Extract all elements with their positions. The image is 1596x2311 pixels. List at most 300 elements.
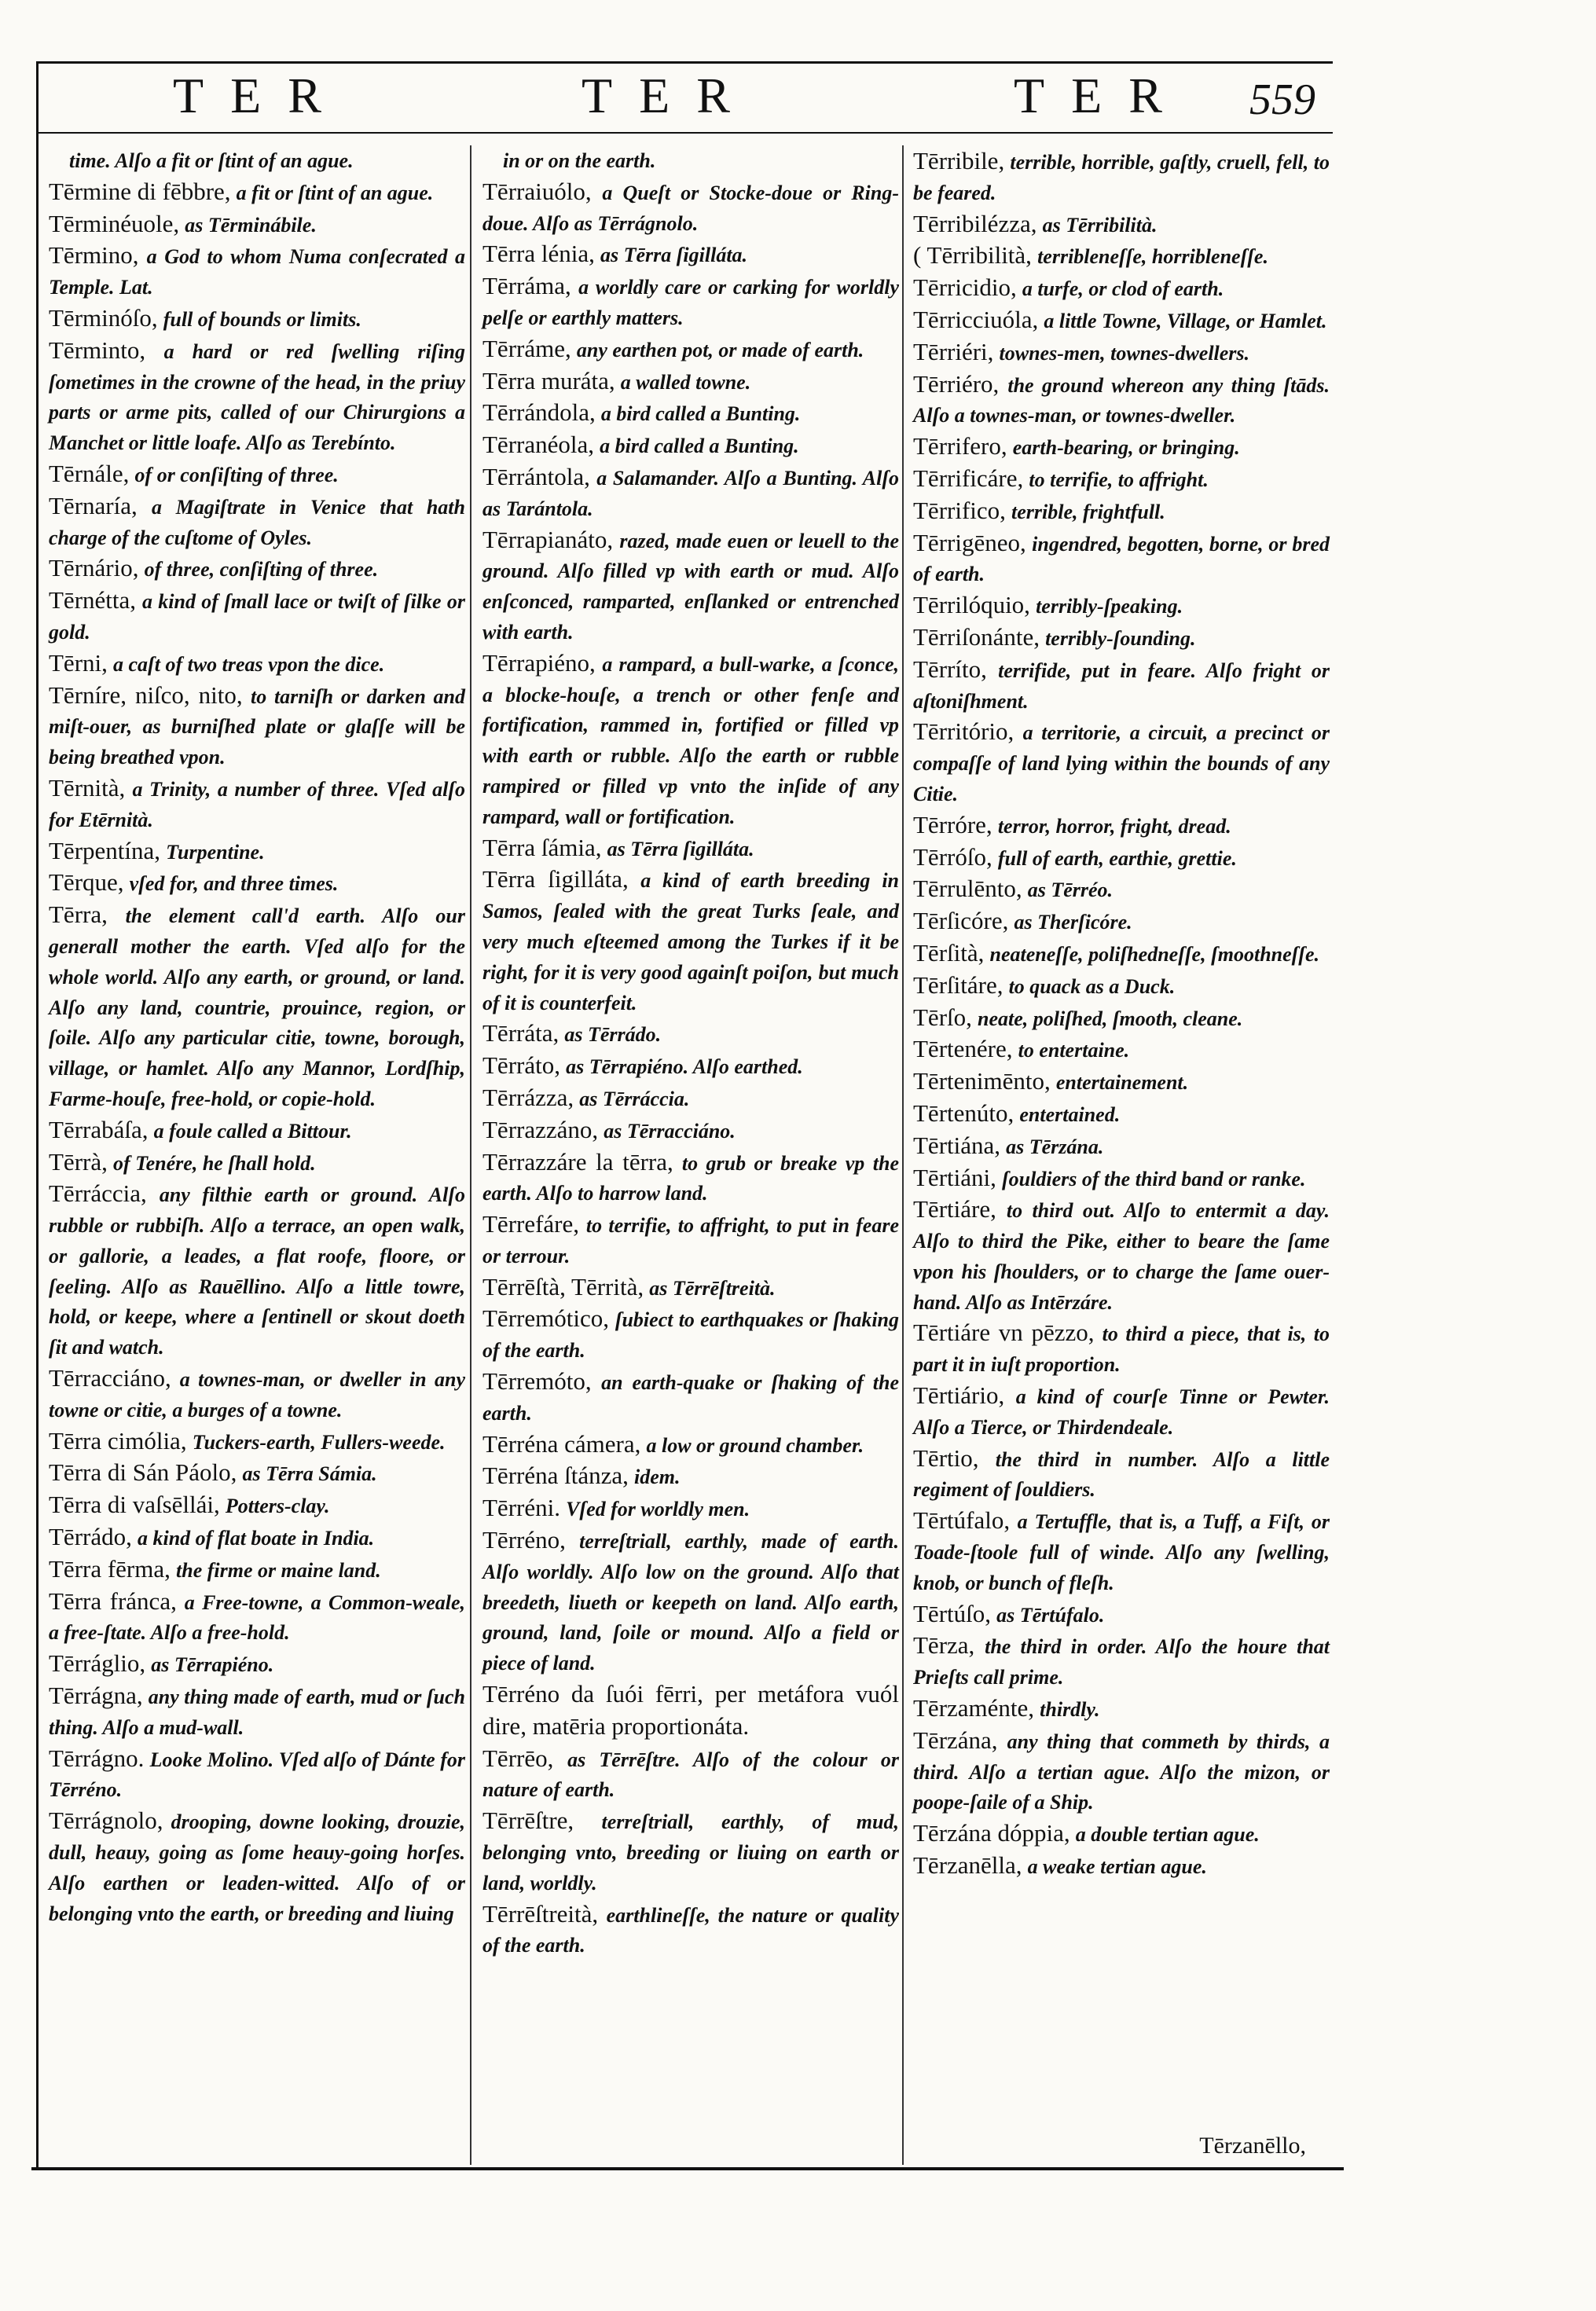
dictionary-entry: [49, 146, 465, 177]
column-divider-1: [470, 145, 471, 2165]
dictionary-entry: [913, 209, 1330, 241]
dictionary-entry: [913, 842, 1330, 875]
definition: a Trinity, a number of three. Vſed alſo for Etērnità.: [49, 777, 465, 831]
definition: a kind of earth breeding in Samos, ſealed with the great Turks ſeale, and very much eſteemed among the Turkes if it be right, for it is very good againſt poiſon, but much of it is counterfeit.: [482, 869, 900, 1014]
definition: Vſed for worldly men.: [566, 1498, 750, 1521]
dictionary-entry: [49, 459, 465, 491]
definition: razed, made euen or leuell to the ground. Alſo filled vp with earth or mud. Alſo enſconced, ramparted, enſlanked or entrenched with earth.: [482, 529, 899, 644]
dictionary-entry: [913, 1851, 1330, 1883]
definition: as Tērrádo.: [564, 1023, 662, 1047]
headword: Tērráma,: [482, 272, 571, 300]
headword: Tērque,: [49, 868, 124, 897]
dictionary-entry: [913, 1599, 1330, 1631]
dictionary-entry: [482, 1304, 899, 1366]
definition: a kind of courſe Tinne or Pewter. Alſo a Tierce, or Thirdendeale.: [913, 1385, 1330, 1439]
headword: Tērtenére,: [913, 1035, 1013, 1063]
dictionary-entry: [913, 1381, 1330, 1443]
definition: as Tērráccia.: [579, 1087, 690, 1110]
headword: Tērſicóre,: [913, 907, 1009, 935]
headword: Tērriéri,: [913, 337, 994, 365]
headword: Tērribile,: [913, 147, 1005, 174]
headword: Tērníre, niſco, nito,: [49, 680, 243, 709]
dictionary-entry: [49, 1147, 465, 1179]
headword: Tērrapianáto,: [482, 525, 614, 553]
dictionary-entry: [49, 491, 465, 554]
headword: Tērriſonánte,: [913, 622, 1040, 651]
headword: Tērtenimēnto,: [913, 1067, 1051, 1095]
dictionary-entry: [482, 366, 899, 398]
running-head-right: TER: [1014, 68, 1189, 123]
headword: Tērminóſo,: [49, 303, 158, 332]
definition: the third in order. Alſo the houre that Prieſts call prime.: [913, 1635, 1330, 1689]
dictionary-entry: [482, 1679, 899, 1744]
headword: Tērrēo,: [482, 1744, 554, 1772]
definition: in or on the earth.: [503, 149, 656, 172]
definition: a low or ground chamber.: [646, 1433, 864, 1457]
definition: terribly-ſounding.: [1045, 626, 1196, 650]
dictionary-entry: [913, 1818, 1330, 1851]
dictionary-entry: [913, 970, 1330, 1003]
headword: Tērrapiéno,: [482, 648, 596, 677]
column-2: [482, 146, 899, 1961]
definition: a Tertuffle, that is, a Tuff, a Fiſt, or Toade-ſtoole full of winde. Alſo any ſwelling, knob, or bunch of fleſh.: [913, 1510, 1330, 1594]
dictionary-entry: [49, 303, 465, 336]
headword: Tērráglio,: [49, 1649, 146, 1678]
headword: Tērminto,: [49, 336, 146, 364]
dictionary-entry: [913, 1034, 1330, 1066]
definition: a little Towne, Village, or Hamlet.: [1044, 309, 1327, 332]
headword: Tērni,: [49, 648, 108, 677]
headword: Tērra fērma,: [49, 1554, 171, 1583]
headword: Tērráta,: [482, 1019, 560, 1047]
definition: entertained.: [1019, 1102, 1121, 1126]
headword: Tērra di Sán Páolo,: [49, 1458, 237, 1487]
definition: as Tērréo.: [1027, 879, 1114, 902]
headword: Tērra lénia,: [482, 240, 595, 268]
definition: as Tērrapiéno.: [151, 1653, 274, 1677]
catchword: Tērzanēllo,: [1199, 2133, 1306, 2159]
definition: Potters-clay.: [225, 1495, 330, 1518]
headword: Tērremóto,: [482, 1367, 592, 1396]
dictionary-entry: [913, 464, 1330, 496]
definition: ingendred, begotten, borne, or bred of earth.: [913, 532, 1330, 586]
definition: a fit or ſtint of an ague.: [236, 181, 434, 204]
headword: Tērrázza,: [482, 1083, 574, 1111]
definition: the ground whereon any thing ſtāds. Alſo a townes-man, or townes-dweller.: [913, 373, 1330, 427]
definition: as Tērzána.: [1006, 1135, 1104, 1158]
headword: Tērra di vaſsēllái,: [49, 1491, 220, 1519]
dictionary-entry: [482, 864, 899, 1018]
headword: Tērza,: [913, 1631, 975, 1660]
headword: Tērróre,: [913, 810, 992, 838]
dictionary-entry: [913, 590, 1330, 622]
headword: Tērnále,: [49, 459, 130, 487]
definition: a double tertian ague.: [1075, 1823, 1260, 1847]
headword: Tērrágno.: [49, 1744, 145, 1772]
dictionary-entry: [49, 1458, 465, 1490]
headword: Tērrilóquio,: [913, 591, 1030, 619]
definition: as Tērra Sámia.: [242, 1462, 377, 1486]
definition: townes-men, townes-dwellers.: [999, 341, 1250, 365]
dictionary-entry: [913, 1099, 1330, 1131]
definition: idem.: [634, 1465, 681, 1489]
definition: a caſt of two treas vpon the dice.: [113, 652, 385, 676]
dictionary-entry: [49, 209, 465, 241]
definition: a territorie, a circuit, a precinct or compaſſe of land lying within the bounds of any Citie.: [913, 721, 1330, 805]
dictionary-entry: [482, 1525, 899, 1679]
definition: a God to whom Numa conſecrated a Temple. Lat.: [49, 245, 466, 299]
headword: Tērrazzáno,: [482, 1115, 599, 1143]
definition: of three, conſiſting of three.: [144, 558, 379, 581]
headword: Tērritório,: [913, 717, 1014, 746]
page-number: 559: [1249, 75, 1315, 124]
headword: Tērtio,: [913, 1443, 979, 1472]
dictionary-entry: [913, 146, 1330, 209]
definition: a Queſt or Stocke-doue or Ring-doue. Alſo as Tērrágnolo.: [482, 181, 900, 235]
dictionary-entry: [482, 398, 899, 430]
dictionary-entry: [913, 369, 1330, 432]
dictionary-entry: [49, 868, 465, 900]
headword: Tērmine di fēbbre,: [49, 177, 231, 205]
running-head-center: TER: [582, 68, 757, 123]
headword: Tērrágna,: [49, 1682, 143, 1710]
headword: Tērra fránca,: [49, 1587, 177, 1615]
definition: a walled towne.: [620, 370, 751, 394]
headword: Tērtúfalo,: [913, 1506, 1011, 1535]
headword: Tērtúſo,: [913, 1599, 991, 1627]
headword: Tērſità,: [913, 938, 985, 967]
dictionary-entry: [482, 833, 899, 865]
dictionary-entry: [482, 146, 899, 177]
headword: Tērrántola,: [482, 462, 590, 490]
running-head-left: TER: [173, 68, 348, 123]
headword: Tērſitáre,: [913, 970, 1003, 999]
headword: Tērrà,: [49, 1147, 108, 1176]
definition: vſed for, and three times.: [129, 872, 339, 896]
definition: terrifide, put in feare. Alſo fright or aſtoniſhment.: [913, 658, 1330, 713]
dictionary-entry: [482, 430, 899, 462]
catchword-wrap: [913, 2131, 1330, 2162]
dictionary-entry: [913, 273, 1330, 305]
dictionary-entry: [913, 528, 1330, 591]
dictionary-entry: [913, 1131, 1330, 1163]
headword: Tērminéuole,: [49, 209, 180, 237]
headword: Tērrádo,: [49, 1523, 132, 1551]
definition: to grub or breake vp the earth. Alſo to harrow land.: [482, 1151, 899, 1205]
definition: the third in number. Alſo a little regiment of ſouldiers.: [913, 1447, 1330, 1502]
headword: Tērnità,: [49, 773, 126, 802]
dictionary-entry: [482, 334, 899, 366]
headword: Tērzána dóppia,: [913, 1819, 1070, 1847]
headword: Tērréno,: [482, 1526, 566, 1554]
definition: a kind of flat boate in India.: [137, 1527, 375, 1550]
definition: a foule called a Bittour.: [153, 1119, 352, 1143]
dictionary-entry: [49, 240, 465, 303]
definition: to third a piece, that is, to part it in iuſt proportion.: [913, 1322, 1330, 1377]
dictionary-entry: [482, 239, 899, 271]
headword: Tērricidio,: [913, 273, 1017, 302]
dictionary-entry: [482, 1083, 899, 1115]
dictionary-entry: [49, 773, 465, 836]
headword: Tērráto,: [482, 1051, 560, 1080]
dictionary-entry: [49, 648, 465, 680]
dictionary-entry: [49, 1681, 465, 1744]
dictionary-entry: [49, 1363, 465, 1426]
definition: neateneſſe, poliſhedneſſe, ſmoothneſſe.: [989, 942, 1320, 966]
dictionary-entry: [49, 177, 465, 209]
definition: entertainement.: [1055, 1071, 1189, 1095]
definition: any filthie earth or ground. Alſo rubble or rubbiſh. Alſo a terrace, an open walk, or gallorie, a leades, a flat roofe, floore, or ſeeling. Alſo as Rauēllino. Alſo a little towre, hold, or keepe, where a ſentinell or skout doeth ſit and watch.: [49, 1183, 465, 1359]
definition: any earthen pot, or made of earth.: [576, 338, 864, 361]
dictionary-entry: [913, 1066, 1330, 1099]
dictionary-entry: [49, 1522, 465, 1554]
definition: of Tenére, he ſhall hold.: [112, 1151, 316, 1175]
dictionary-entry: [49, 1490, 465, 1522]
dictionary-entry: [49, 900, 465, 1115]
definition: Turpentine.: [166, 840, 265, 864]
column-1: [49, 146, 465, 1929]
headword: Tērtiáre,: [913, 1195, 996, 1223]
definition: a Magiſtrate in Venice that hath charge of the cuſtome of Oyles.: [49, 495, 465, 549]
definition: ſubiect to earthquakes or ſhaking of the earth.: [482, 1308, 899, 1363]
definition: to quack as a Duck.: [1008, 974, 1176, 998]
dictionary-entry: [49, 1744, 465, 1807]
definition: a bird called a Bunting.: [600, 402, 801, 426]
headword: Tērra muráta,: [482, 366, 615, 394]
dictionary-entry: [49, 336, 465, 459]
headword: Tērréna cámera,: [482, 1429, 641, 1458]
definition: Tuckers-earth, Fullers-weede.: [192, 1430, 446, 1454]
dictionary-entry: [913, 1443, 1330, 1506]
definition: as Tērrapiéno. Alſo earthed.: [566, 1055, 803, 1079]
dictionary-entry: [913, 874, 1330, 906]
definition: to third out. Alſo to entermit a day. Alſo to third the Pike, either to beare the ſame vpon his ſhoulders, or to charge the ſame ouer-hand. Alſo as Intērzáre.: [913, 1199, 1330, 1314]
headword: Tērrágnolo,: [49, 1807, 163, 1835]
definition: a townes-man, or dweller in any towne or citie, a burges of a towne.: [49, 1368, 465, 1421]
headword: Tērrulēnto,: [913, 875, 1022, 903]
headword: Tērraiuólo,: [482, 177, 592, 205]
column-3: [913, 146, 1330, 1883]
headword: Tērmino,: [49, 241, 139, 270]
dictionary-entry: [482, 1899, 899, 1962]
dictionary-entry: [482, 1209, 899, 1272]
headword: Tērtiáni,: [913, 1163, 996, 1191]
dictionary-entry: [913, 810, 1330, 842]
headword: Tērra ſámia,: [482, 833, 602, 861]
definition: full of earth, earthie, grettie.: [997, 846, 1237, 870]
definition: to terrifie, to affright, to put in feare or terrour.: [482, 1214, 899, 1267]
definition: thirdly.: [1040, 1698, 1100, 1722]
dictionary-entry: [913, 717, 1330, 809]
headword: Tērſo,: [913, 1003, 972, 1031]
definition: as Tērrēſtre. Alſo of the colour or nature of earth.: [482, 1748, 899, 1802]
dictionary-entry: [482, 1429, 899, 1462]
definition: neate, poliſhed, ſmooth, cleane.: [978, 1007, 1243, 1030]
headword: Tērrefáre,: [482, 1210, 580, 1238]
dictionary-entry: [913, 655, 1330, 717]
dictionary-entry: [913, 1194, 1330, 1318]
definition: as Tērra ſigilláta.: [600, 244, 748, 267]
definition: of or conſiſting of three.: [134, 463, 339, 486]
definition: to entertaine.: [1018, 1039, 1130, 1062]
definition: a kind of ſmall lace or twiſt of ſilke or gold.: [49, 590, 466, 644]
definition: a Free-towne, a Common-weale, a free-ſtate. Alſo a free-hold.: [49, 1590, 466, 1645]
dictionary-entry: [482, 1461, 899, 1493]
definition: a bird called a Bunting.: [600, 435, 799, 458]
definition: to terrifie, to affright.: [1029, 468, 1209, 491]
definition: drooping, downe looking, drouzie, dull, heauy, going as ſome heauy-going horſes. Alſo earthen or leaden-witted. Alſo of or belonging vnto the earth, or breeding and liuing: [49, 1810, 466, 1925]
definition: a rampard, a bull-warke, a ſconce, a blocke-houſe, a trench or other fenſe and fortification, rammed in, fortified or filled vp with earth or rubble. Alſo the earth or rubble rampired or filled vp vnto the inſide of any rampard, wall or fortification.: [482, 652, 899, 828]
dictionary-entry: [913, 1163, 1330, 1195]
headword: Tērzanēlla,: [913, 1851, 1022, 1880]
definition: terreſtriall, earthly, of mud, belonging vnto, breeding or liuing on earth or land, worldly.: [482, 1810, 899, 1895]
definition: a worldly care or carking for worldly pelſe or earthly matters.: [482, 276, 899, 329]
definition: time. Alſo a fit or ſtint of an ague.: [69, 149, 354, 172]
dictionary-entry: [49, 1179, 465, 1363]
headword: Tērrabáſa,: [49, 1115, 149, 1143]
headword: Tērrazzáre la tērra,: [482, 1147, 673, 1176]
headword: Tērréno da ſuói fērri, per metáfora vuól dire, matēria proportionáta.: [482, 1680, 899, 1740]
definition: earthlineſſe, the nature or quality of the earth.: [482, 1903, 900, 1957]
headword: ( Tērribilità,: [913, 241, 1032, 270]
definition: as Tērribilità.: [1042, 213, 1158, 237]
definition: any thing made of earth, mud or ſuch thing. Alſo a mud-wall.: [49, 1686, 465, 1739]
column-divider-2: [902, 145, 904, 2165]
dictionary-entry: [913, 1003, 1330, 1035]
dictionary-entry: [482, 648, 899, 833]
definition: as Tērminábile.: [185, 213, 317, 237]
definition: a hard or red ſwelling riſing ſometimes in the crowne of the head, in the priuy parts or arme pits, called of our Chirurgions a Manchet or little loafe. Alſo as Terebínto.: [49, 339, 466, 455]
dictionary-entry: [913, 622, 1330, 655]
dictionary-entry: [49, 585, 465, 648]
definition: as Tērra ſigilláta.: [607, 837, 754, 860]
dictionary-entry: [913, 1318, 1330, 1381]
headword: Tērriéro,: [913, 369, 1000, 398]
dictionary-entry: [482, 1272, 899, 1304]
headword: Tērríto,: [913, 655, 987, 683]
dictionary-entry: [482, 1493, 899, 1525]
headword: Tērzaménte,: [913, 1694, 1035, 1722]
dictionary-entry: [482, 1115, 899, 1147]
headword: Tērrificáre,: [913, 464, 1024, 492]
headword: Tērtiána,: [913, 1131, 1001, 1159]
headword: Tērrēſtà, Tērrità,: [482, 1272, 644, 1300]
dictionary-entry: [49, 680, 465, 773]
definition: full of bounds or limits.: [163, 307, 361, 331]
definition: terrible, frightfull.: [1011, 500, 1165, 523]
dictionary-entry: [482, 462, 899, 525]
dictionary-entry: [913, 240, 1330, 273]
definition: a turfe, or clod of earth.: [1022, 277, 1224, 301]
dictionary-entry: [482, 177, 899, 240]
definition: terribleneſſe, horribleneſſe.: [1037, 245, 1268, 269]
headword: Tērra ſigilláta,: [482, 865, 629, 893]
dictionary-entry: [482, 525, 899, 648]
dictionary-entry: [49, 1426, 465, 1458]
headword: Tērráme,: [482, 334, 571, 362]
definition: as Therſicóre.: [1014, 911, 1132, 934]
dictionary-entry: [913, 337, 1330, 369]
definition: Looke Molino. Vſed alſo of Dánte for Tērréno.: [49, 1748, 466, 1802]
headword: Tērribilézza,: [913, 209, 1037, 237]
headword: Tērra cimólia,: [49, 1426, 187, 1454]
headword: Tērréni.: [482, 1494, 560, 1522]
definition: earth-bearing, or bringing.: [1012, 436, 1240, 460]
dictionary-entry: [913, 906, 1330, 938]
dictionary-entry: [482, 1806, 899, 1898]
left-border-rule: [36, 61, 39, 2167]
definition: as Tērtúfalo.: [996, 1603, 1105, 1627]
headword: Tērrifero,: [913, 432, 1007, 460]
headword: Tērréna ſtánza,: [482, 1462, 629, 1490]
dictionary-entry: [482, 1147, 899, 1210]
dictionary-entry: [913, 1726, 1330, 1818]
definition: as Tērracciáno.: [604, 1119, 736, 1143]
definition: as Tērrēſtreità.: [649, 1276, 776, 1300]
headword: Tērzána,: [913, 1726, 998, 1754]
definition: the firme or maine land.: [176, 1558, 381, 1582]
headword: Tērtiário,: [913, 1381, 1005, 1410]
dictionary-entry: [913, 938, 1330, 970]
dictionary-entry: [913, 496, 1330, 528]
header-underline-rule: [36, 132, 1333, 134]
dictionary-entry: [913, 1631, 1330, 1693]
dictionary-entry: [49, 1587, 465, 1649]
headword: Tērra,: [49, 901, 108, 929]
definition: to tarniſh or darken and miſt-ouer, as burniſhed plate or glaſſe will be being breathed vpon.: [49, 684, 465, 769]
headword: Tērrigēneo,: [913, 528, 1026, 556]
headword: Tērnário,: [49, 554, 139, 582]
definition: terreſtriall, earthly, made of earth. Alſo worldly. Alſo low on the ground. Alſo that breedeth, liueth or keepeth on land. Alſo earth, ground, land, ſoile or mound. Alſo a field or piece of land.: [482, 1530, 899, 1675]
dictionary-entry: [913, 1693, 1330, 1726]
definition: the element call'd earth. Alſo our generall mother the earth. Vſed alſo for the whole world. Alſo any earth, or ground, or land. Alſo any land, countrie, prouince, region, or ſoile. Alſo any particular citie, towne, borough, village, or hamlet. Alſo any Mannor, Lordſhip, Farme-houſe, free-hold, or copie-hold.: [49, 904, 465, 1110]
definition: terror, horror, fright, dread.: [997, 814, 1231, 838]
headword: Tērracciáno,: [49, 1364, 171, 1392]
dictionary-entry: [482, 1018, 899, 1051]
headword: Tērráccia,: [49, 1179, 147, 1208]
definition: a weake tertian ague.: [1027, 1855, 1207, 1879]
dictionary-entry: [913, 431, 1330, 464]
dictionary-entry: [49, 1806, 465, 1929]
dictionary-entry: [482, 1744, 899, 1807]
definition: terribly-ſpeaking.: [1036, 595, 1183, 618]
dictionary-entry: [482, 1366, 899, 1429]
definition: an earth-quake or ſhaking of the earth.: [482, 1371, 899, 1425]
dictionary-entry: [49, 1115, 465, 1147]
headword: Tērrifico,: [913, 496, 1006, 524]
headword: Tērróſo,: [913, 842, 992, 871]
definition: terrible, horrible, gaſtly, cruell, fell, to be feared.: [913, 151, 1330, 204]
dictionary-entry: [49, 1649, 465, 1681]
dictionary-entry: [913, 305, 1330, 337]
headword: Tērremótico,: [482, 1304, 609, 1333]
headword: Tērrēſtre,: [482, 1807, 574, 1835]
dictionary-entry: [482, 271, 899, 334]
dictionary-entry: [49, 553, 465, 585]
dictionary-entry: [49, 1554, 465, 1587]
definition: a Salamander. Alſo a Bunting. Alſo as Tarántola.: [482, 466, 900, 520]
dictionary-entry: [49, 836, 465, 868]
headword: Tērnaría,: [49, 491, 138, 519]
dictionary-entry: [482, 1051, 899, 1083]
bottom-border-rule: [31, 2167, 1344, 2170]
headword: Tērranéola,: [482, 431, 594, 459]
headword: Tērnétta,: [49, 586, 137, 614]
headword: Tērrēſtreità,: [482, 1899, 599, 1928]
definition: ſouldiers of the third band or ranke.: [1002, 1167, 1306, 1190]
headword: Tērrándola,: [482, 398, 596, 427]
headword: Tērpentína,: [49, 836, 161, 864]
